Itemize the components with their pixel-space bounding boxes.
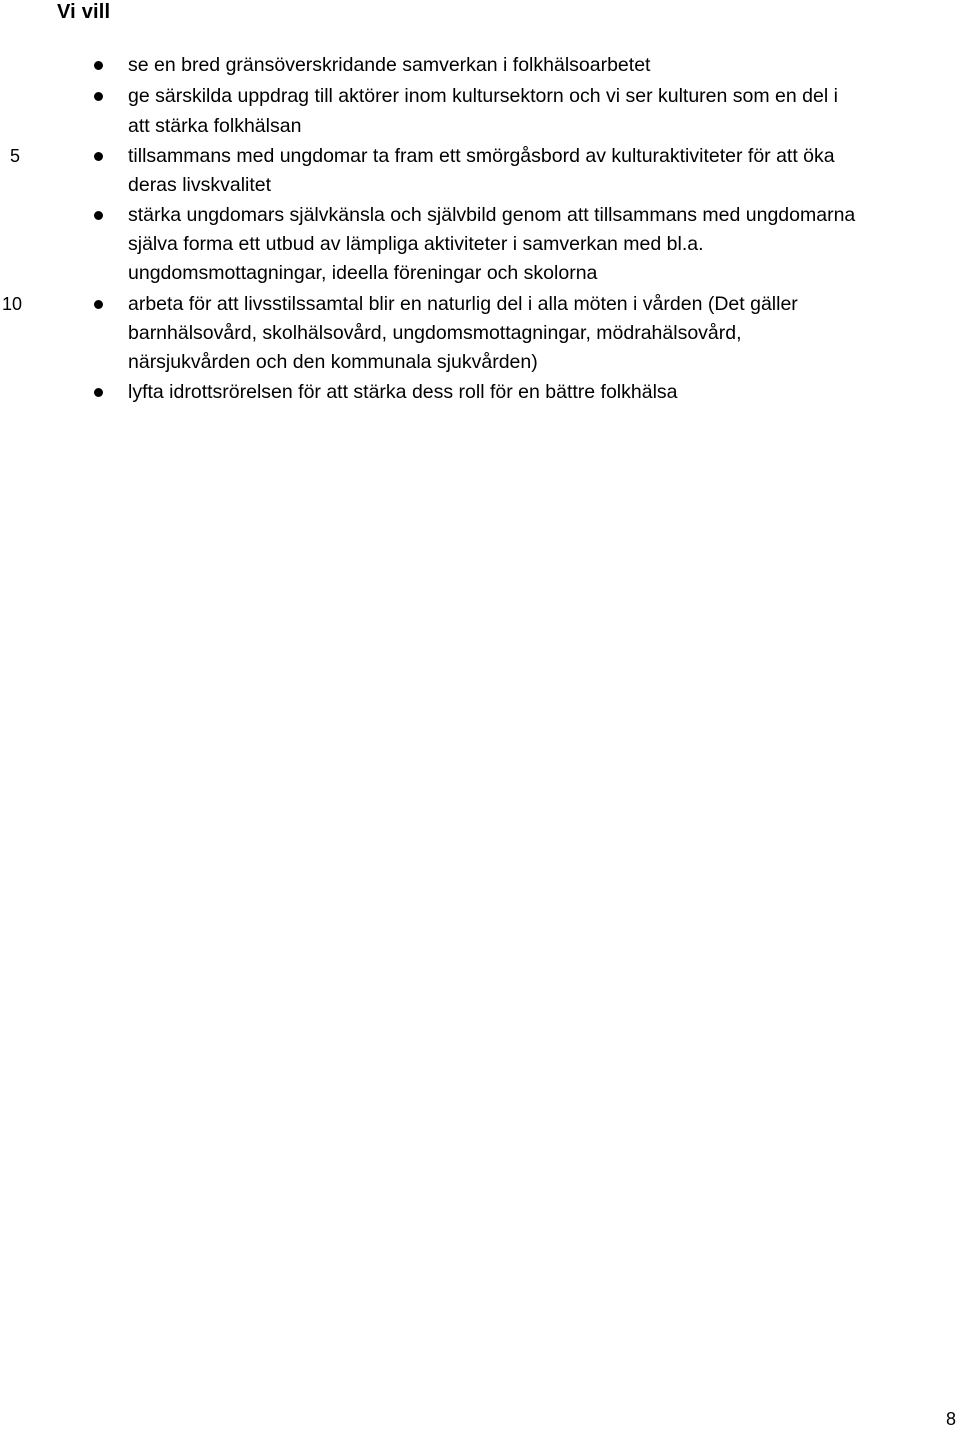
bullet-3 (94, 152, 103, 161)
list-line: ge särskilda uppdrag till aktörer inom kultursektorn och vi ser kulturen som en del i (128, 85, 838, 107)
section-heading: Vi vill (57, 1, 111, 23)
list-line: barnhälsovård, skolhälsovård, ungdomsmottagningar, mödrahälsovård, (128, 322, 742, 344)
list-line: arbeta för att livsstilssamtal blir en naturlig del i alla möten i vården (Det gäller (128, 293, 798, 315)
line-number: 5 (10, 146, 21, 166)
list-line: närsjukvården och den kommunala sjukvården) (128, 351, 538, 373)
list-line: ungdomsmottagningar, ideella föreningar och skolorna (128, 262, 598, 284)
list-line: deras livskvalitet (128, 174, 272, 196)
list-line: se en bred gränsöverskridande samverkan i folkhälsoarbetet (128, 54, 651, 76)
bullet-1 (94, 61, 103, 70)
page-number: 8 (945, 1409, 956, 1429)
list-line: att stärka folkhälsan (128, 115, 302, 137)
list-line: tillsammans med ungdomar ta fram ett smörgåsbord av kulturaktiviteter för att öka (128, 145, 835, 167)
bullet-5 (94, 300, 103, 309)
bullet-4 (94, 211, 103, 220)
list-line: själva forma ett utbud av lämpliga aktiviteter i samverkan med bl.a. (128, 233, 704, 255)
line-number: 10 (2, 294, 23, 314)
bullet-2 (94, 92, 103, 101)
list-line: stärka ungdomars självkänsla och självbild genom att tillsammans med ungdomarna (128, 204, 856, 226)
list-line: lyfta idrottsrörelsen för att stärka dess roll för en bättre folkhälsa (128, 381, 678, 403)
bullet-6 (94, 388, 103, 397)
